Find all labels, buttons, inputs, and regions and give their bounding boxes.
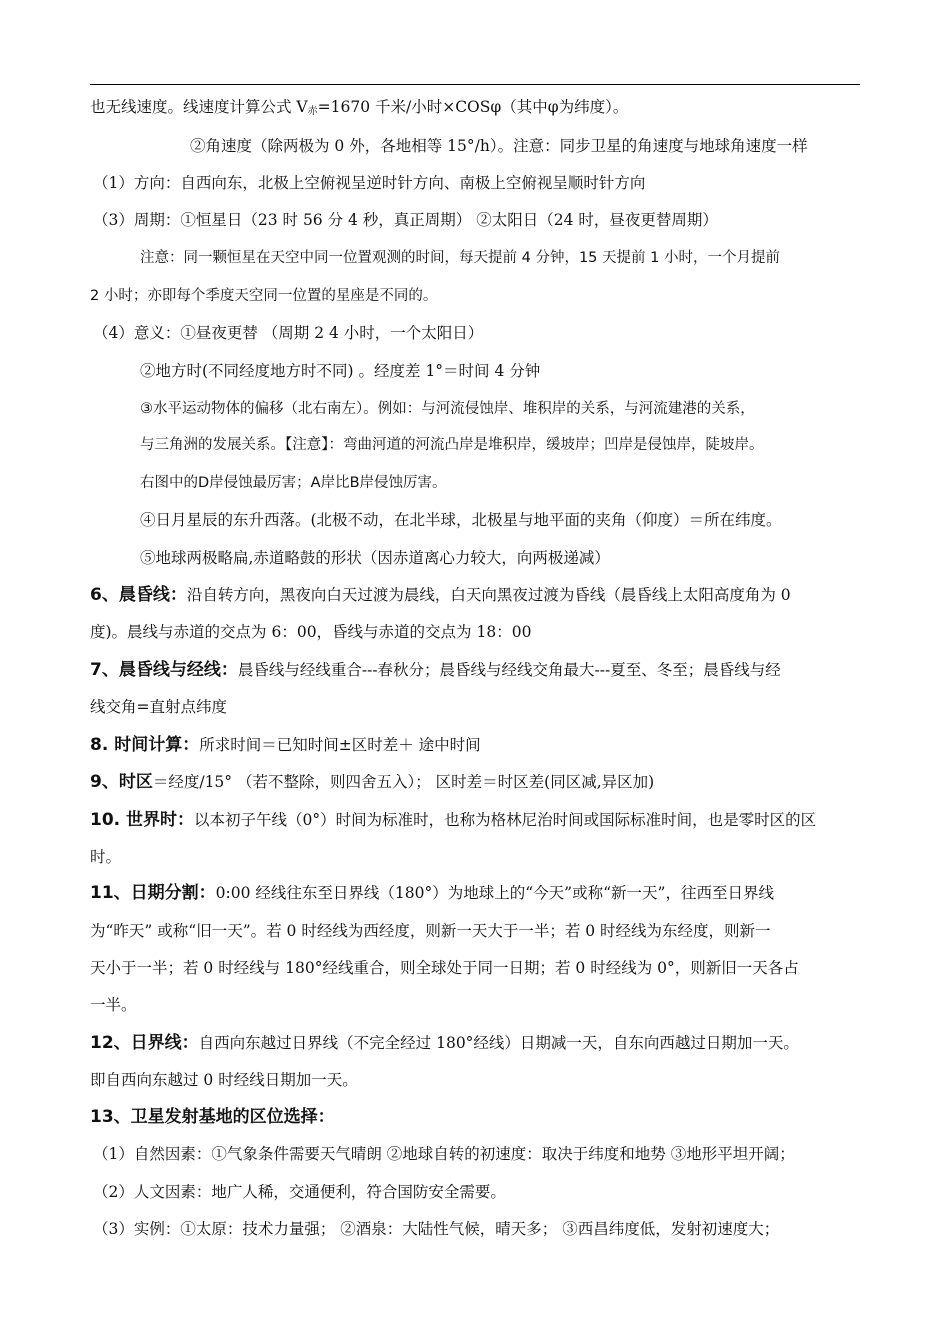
text-line: ④日月星辰的东升西落。(北极不动，在北半球，北极星与地平面的夹角（仰度）＝所在纬度。: [140, 511, 782, 529]
section-heading: 10. 世界时：: [90, 810, 195, 830]
text-line: 一半。: [90, 996, 137, 1014]
text-line: 也无线速度。线速度计算公式 $V_赤=1670$ 千米/小时×COSφ（其中φ为纬度）。: [90, 98, 629, 117]
section-12: 12、日界线：自西向东越过日界线（不完全经过 180°经线）日期减一天，自东向西越过日期加一天。: [90, 1033, 799, 1053]
section-heading: 6、晨昏线：: [90, 585, 187, 605]
section-heading: 11、日期分割：: [90, 883, 216, 903]
section-9: 9、时区＝经度/15° （若不整除，则四舍五入）； 区时差＝时区差(同区减,异区加): [90, 772, 655, 792]
section-11: 11、日期分割：0:00 经线往东至日界线（180°）为地球上的“今天”或称“新一天”，往西至日界线: [90, 883, 774, 903]
text-line: ⑤地球两极略扁,赤道略鼓的形状（因赤道离心力较大，向两极递减）: [140, 549, 610, 567]
section-8: 8. 时间计算：所求时间＝已知时间±区时差＋ 途中时间: [90, 735, 481, 755]
text-line: 即自西向东越过 0 时经线日期加一天。: [90, 1071, 358, 1089]
text-line: 注意：同一颗恒星在天空中同一位置观测的时间，每天提前 4 分钟，15 天提前 1 小时，一个月提前: [140, 250, 780, 266]
text-line: 时。: [90, 848, 122, 866]
section-heading: 12、日界线：: [90, 1033, 199, 1053]
section-heading: 9、时区: [90, 772, 153, 792]
text-line: 2 小时；亦即每个季度天空同一位置的星座是不同的。: [90, 288, 438, 304]
text-line: （2）人文因素：地广人稀，交通便利，符合国防安全需要。: [93, 1183, 506, 1201]
text-line: （1）方向：自西向东，北极上空俯视呈逆时针方向、南极上空俯视呈顺时针方向: [93, 174, 646, 192]
header-rule: [90, 84, 860, 85]
text-line: ③水平运动物体的偏移（北右南左）。例如：与河流侵蚀岸、堆积岸的关系，与河流建港的关系，: [140, 401, 755, 417]
text-line: 度)。晨线与赤道的交点为 6：00，昏线与赤道的交点为 18：00: [90, 623, 532, 641]
text-line: ②角速度（除两极为 0 外，各地相等 15°/h）。注意：同步卫星的角速度与地球角速度一样: [190, 137, 808, 155]
text-line: 右图中的D岸侵蚀最厉害；A岸比B岸侵蚀厉害。: [140, 475, 447, 491]
text-line: （3）周期：①恒星日（23 时 56 分 4 秒，真正周期） ②太阳日（24 时，昼夜更替周期）: [93, 211, 718, 229]
section-7: 7、晨昏线与经线：晨昏线与经线重合---春秋分；晨昏线与经线交角最大---夏至、冬至；晨昏线与经: [90, 660, 781, 680]
section-13-heading: 13、卫星发射基地的区位选择：: [90, 1107, 335, 1127]
text-line: （4）意义：①昼夜更替 （周期 2 4 小时，一个太阳日）: [93, 324, 484, 342]
text-line: （1）自然因素：①气象条件需要天气晴朗 ②地球自转的初速度：取决于纬度和地势 ③地形平坦开阔；: [93, 1145, 795, 1163]
section-6: 6、晨昏线：沿自转方向，黑夜向白天过渡为晨线，白天向黑夜过渡为昏线（晨昏线上太阳高度角为 0: [90, 585, 791, 605]
text-line: 与三角洲的发展关系。【注意】：弯曲河道的河流凸岸是堆积岸，缓坡岸；凹岸是侵蚀岸，陡坡岸。: [140, 437, 764, 453]
text-line: （3）实例：①太原：技术力量强； ②酒泉：大陆性气候，晴天多； ③西昌纬度低，发射初速度大；: [93, 1220, 780, 1238]
text-line: 线交角=直射点纬度: [90, 698, 227, 716]
section-heading: 8. 时间计算：: [90, 735, 200, 755]
text-line: 天小于一半；若 0 时经线与 180°经线重合，则全球处于同一日期；若 0 时经线为 0°，则新旧一天各占: [90, 959, 799, 977]
section-10: 10. 世界时：以本初子午线（0°）时间为标准时，也称为格林尼治时间或国际标准时间，也是零时区的区: [90, 810, 817, 830]
section-heading: 7、晨昏线与经线：: [90, 660, 238, 680]
text-line: 为“昨天” 或称“旧一天”。若 0 时经线为西经度，则新一天大于一半；若 0 时经线为东经度，则新一: [90, 922, 771, 940]
text-line: ②地方时(不同经度地方时不同) 。经度差 1°＝时间 4 分钟: [140, 362, 541, 380]
